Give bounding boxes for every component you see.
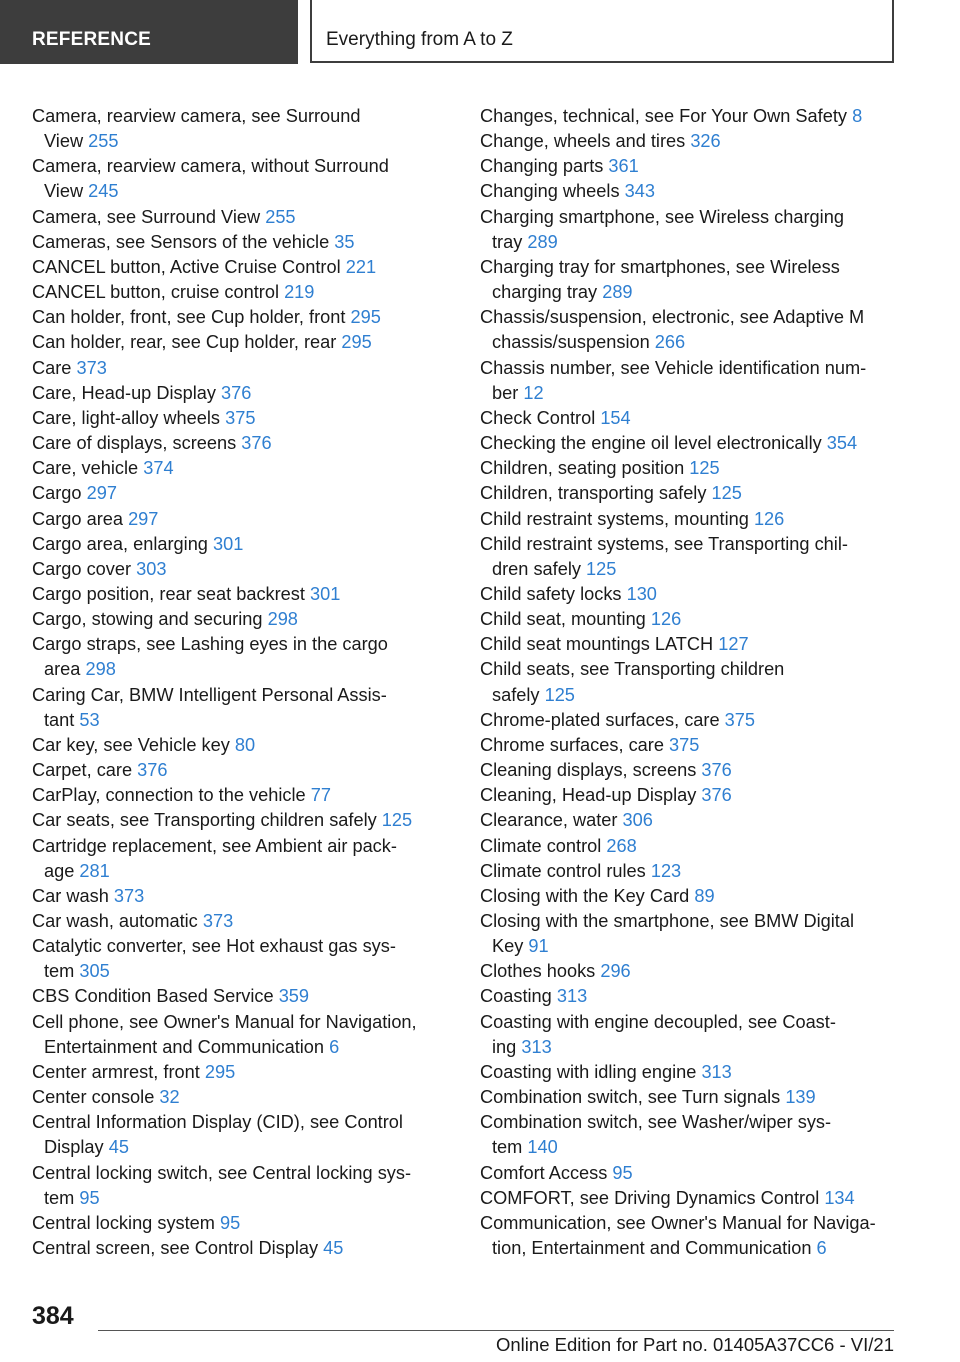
index-entry-text: CBS Condition Based Service	[32, 986, 274, 1007]
index-entry-text: Central locking switch, see Central locking sys-	[32, 1162, 412, 1183]
index-entry	[32, 607, 442, 632]
page-reference-link[interactable]: 255	[265, 206, 296, 227]
page-reference-link[interactable]: 45	[108, 1137, 129, 1158]
index-entry	[480, 179, 900, 204]
index-entry	[480, 859, 900, 884]
index-entry-text: Chrome surfaces, care	[480, 734, 664, 755]
index-entry	[32, 532, 442, 557]
index-entry	[32, 406, 442, 431]
page-reference-link[interactable]: 313	[556, 986, 588, 1007]
index-entry-text: Care, Head-up Display	[32, 382, 216, 403]
index-entry	[32, 733, 442, 758]
index-entry	[480, 783, 900, 808]
page-reference-link[interactable]: 375	[724, 709, 755, 730]
page-reference-link[interactable]: 295	[341, 332, 372, 353]
index-entry-continuation: tem	[44, 961, 75, 982]
index-entry	[32, 1010, 442, 1060]
index-entry	[480, 154, 900, 179]
page-reference-link[interactable]: 295	[350, 307, 381, 328]
page-reference-link[interactable]: 281	[79, 860, 110, 881]
page-reference-link[interactable]: 12	[523, 382, 544, 403]
index-entry	[480, 632, 900, 657]
page-reference-link[interactable]: 125	[689, 458, 720, 479]
index-entry	[480, 1186, 900, 1211]
page-reference-link[interactable]: 95	[612, 1162, 633, 1183]
index-entry-text: Cameras, see Sensors of the vehicle	[32, 231, 330, 252]
page-reference-link[interactable]: 268	[606, 835, 637, 856]
index-entry	[480, 431, 900, 456]
index-entry-continuation: tem	[492, 1137, 523, 1158]
index-entry	[480, 507, 900, 532]
index-entry	[480, 1161, 900, 1186]
index-entry-text: Caring Car, BMW Intelligent Personal Assis-	[32, 684, 387, 705]
index-entry-text: Can holder, front, see Cup holder, front	[32, 307, 346, 328]
index-entry-text: Central locking system	[32, 1212, 215, 1233]
index-entry	[32, 456, 442, 481]
page-reference-link[interactable]: 306	[622, 810, 653, 831]
index-entry-text: Changes, technical, see For Your Own Safety	[480, 106, 847, 126]
index-entry	[480, 1060, 900, 1085]
page-number: 384	[32, 1302, 74, 1330]
page-reference-link[interactable]: 376	[241, 433, 272, 454]
index-entry-text: Communication, see Owner's Manual for Naviga-	[480, 1212, 876, 1233]
page-reference-link[interactable]: 376	[701, 785, 732, 806]
index-entry-continuation: View	[44, 181, 84, 202]
index-entry	[480, 129, 900, 154]
index-entry-continuation: tion, Entertainment and Communication	[492, 1238, 812, 1259]
index-entry-continuation: tant	[44, 709, 75, 730]
index-entry-text: Car wash	[32, 885, 109, 906]
index-entry-text: CANCEL button, cruise control	[32, 282, 279, 303]
index-entry-text: Central screen, see Control Display	[32, 1238, 319, 1259]
page-reference-link[interactable]: 305	[79, 961, 110, 982]
index-entry-text: Cargo position, rear seat backrest	[32, 583, 305, 604]
index-entry	[32, 104, 442, 154]
page-reference-link[interactable]: 8	[852, 106, 863, 126]
index-entry-text: Comfort Access	[480, 1162, 608, 1183]
index-entry	[480, 1010, 900, 1060]
index-entry-text: Center console	[32, 1087, 155, 1108]
footer-edition-text: Online Edition for Part no. 01405A37CC6 - VI/21	[496, 1334, 894, 1355]
index-entry	[480, 481, 900, 506]
header-chapter-title: Everything from A to Z	[326, 29, 513, 50]
page-reference-link[interactable]: 95	[79, 1187, 100, 1208]
index-entry	[32, 884, 442, 909]
page-reference-link[interactable]: 373	[202, 911, 234, 931]
index-entry	[32, 934, 442, 984]
page-reference-link[interactable]: 376	[137, 760, 168, 781]
index-entry	[32, 1110, 442, 1160]
index-entry	[32, 1060, 442, 1085]
page-reference-link[interactable]: 313	[521, 1036, 552, 1057]
page-reference-link[interactable]: 245	[88, 181, 119, 202]
page-reference-link[interactable]: 376	[701, 760, 732, 781]
page-reference-link[interactable]: 77	[310, 785, 331, 806]
header-section-tab	[0, 0, 298, 64]
page-reference-link[interactable]: 298	[267, 609, 298, 630]
page-reference-link[interactable]: 376	[221, 382, 252, 403]
index-entry-continuation: tem	[44, 1187, 75, 1208]
index-entry-continuation: ing	[492, 1036, 517, 1057]
index-entry-text: Can holder, rear, see Cup holder, rear	[32, 332, 337, 353]
page-reference-link[interactable]: 91	[528, 936, 549, 957]
index-entry-continuation: Display	[44, 1137, 104, 1158]
index-entry	[480, 104, 900, 129]
index-entry	[32, 205, 442, 230]
page-reference-link[interactable]: 126	[753, 508, 785, 529]
page-reference-link[interactable]: 289	[602, 282, 633, 303]
page-reference-link[interactable]: 313	[701, 1061, 732, 1082]
index-entry	[32, 507, 442, 532]
page-reference-link[interactable]: 373	[76, 357, 107, 378]
index-entry	[32, 154, 442, 204]
index-entry-continuation: Key	[492, 936, 524, 957]
index-entry	[480, 657, 900, 707]
page-reference-link[interactable]: 154	[600, 407, 631, 428]
page-reference-link[interactable]: 289	[527, 231, 558, 252]
index-entry-text: Child seat, mounting	[480, 609, 646, 630]
index-entry	[32, 984, 442, 1009]
index-entry-continuation: tray	[492, 231, 523, 252]
index-entry	[32, 280, 442, 305]
index-entry-text: Child restraint systems, mounting	[480, 508, 749, 529]
index-entry-text: Care, light-alloy wheels	[32, 407, 221, 428]
index-entry-text: Coasting with idling engine	[480, 1061, 697, 1082]
index-entry	[480, 406, 900, 431]
index-entry	[480, 909, 900, 959]
index-entry	[32, 356, 442, 381]
index-entry	[32, 481, 442, 506]
index-entry	[480, 708, 900, 733]
index-entry-text: Car seats, see Transporting children safely	[32, 810, 377, 831]
index-entry-text: Coasting	[480, 986, 552, 1007]
index-entry-text: Coasting with engine decoupled, see Coast-	[480, 1011, 836, 1032]
index-entry-text: COMFORT, see Driving Dynamics Control	[480, 1187, 820, 1208]
page-reference-link[interactable]: 45	[323, 1238, 344, 1259]
index-entry-text: Cargo area	[32, 508, 123, 529]
index-entry	[32, 758, 442, 783]
index-entry-text: Central Information Display (CID), see Control	[32, 1112, 403, 1133]
page-reference-link[interactable]: 219	[284, 282, 315, 303]
header-section-label: REFERENCE	[32, 29, 151, 50]
page-reference-link[interactable]: 130	[626, 583, 657, 604]
index-entry-text: Catalytic converter, see Hot exhaust gas sys-	[32, 936, 396, 957]
page-reference-link[interactable]: 255	[88, 131, 119, 152]
index-entry	[32, 834, 442, 884]
index-entry	[480, 305, 900, 355]
index-entry-text: Check Control	[480, 407, 596, 428]
page-reference-link[interactable]: 354	[826, 433, 858, 454]
index-entry-text: Climate control	[480, 835, 602, 856]
page-reference-link[interactable]: 375	[225, 407, 256, 428]
index-entry-continuation: age	[44, 860, 75, 881]
page-reference-link[interactable]: 301	[213, 533, 244, 554]
index-entry	[480, 582, 900, 607]
index-entry	[32, 632, 442, 682]
index-entry-text: Child restraint systems, see Transporting chil-	[480, 533, 848, 554]
index-entry	[480, 758, 900, 783]
index-entry-text: Cleaning, Head-up Display	[480, 785, 697, 806]
page-reference-link[interactable]: 126	[650, 609, 682, 630]
page-reference-link[interactable]: 375	[669, 734, 700, 755]
index-entry	[32, 582, 442, 607]
index-entry	[32, 683, 442, 733]
index-entry-text: Camera, rearview camera, without Surround	[32, 156, 389, 177]
index-entry	[32, 255, 442, 280]
page-reference-link[interactable]: 139	[785, 1087, 816, 1108]
index-entry-text: Clearance, water	[480, 810, 618, 831]
index-entry-text: Care of displays, screens	[32, 433, 237, 454]
index-entry	[480, 205, 900, 255]
index-entry-text: Chrome-plated surfaces, care	[480, 709, 720, 730]
page-reference-link[interactable]: 125	[544, 684, 575, 705]
index-entry	[32, 431, 442, 456]
page-reference-link[interactable]: 301	[310, 583, 341, 604]
page-reference-link[interactable]: 53	[79, 709, 100, 730]
index-entry	[32, 557, 442, 582]
index-entry	[32, 1085, 442, 1110]
page-reference-link[interactable]: 297	[128, 508, 159, 529]
index-entry-text: Camera, see Surround View	[32, 206, 261, 227]
index-entry-text: CANCEL button, Active Cruise Control	[32, 256, 341, 277]
index-entry-text: Cargo, stowing and securing	[32, 609, 263, 630]
index-entry	[32, 1161, 442, 1211]
index-entry-text: Checking the engine oil level electronically	[480, 433, 822, 454]
page-reference-link[interactable]: 140	[527, 1137, 558, 1158]
index-entry-text: Car wash, automatic	[32, 911, 198, 931]
page-reference-link[interactable]: 134	[824, 1187, 855, 1208]
index-entry-continuation: charging tray	[492, 282, 598, 303]
page-reference-link[interactable]: 89	[694, 885, 715, 906]
index-entry-continuation: area	[44, 659, 81, 680]
index-entry-text: Cargo area, enlarging	[32, 533, 208, 554]
page-reference-link[interactable]: 298	[85, 659, 116, 680]
index-entry	[480, 532, 900, 582]
index-entry-text: Changing wheels	[480, 181, 620, 202]
index-entry	[480, 984, 900, 1009]
index-entry-text: Car key, see Vehicle key	[32, 734, 230, 755]
index-entry-text: Closing with the smartphone, see BMW Digital	[480, 911, 855, 931]
page-reference-link[interactable]: 326	[690, 131, 721, 152]
index-entry	[480, 1110, 900, 1160]
index-entry-text: Children, seating position	[480, 458, 685, 479]
index-entry-text: Cartridge replacement, see Ambient air pack-	[32, 835, 397, 856]
page-reference-link[interactable]: 6	[816, 1238, 827, 1259]
index-entry-text: Child seats, see Transporting children	[480, 659, 785, 680]
page-reference-link[interactable]: 6	[329, 1036, 340, 1057]
index-entry-text: Combination switch, see Washer/wiper sys-	[480, 1112, 832, 1133]
index-column-left	[32, 104, 442, 1261]
index-entry	[32, 1211, 442, 1236]
index-entry-continuation: chassis/suspension	[492, 332, 650, 353]
page-reference-link[interactable]: 343	[624, 181, 655, 202]
index-entry	[480, 356, 900, 406]
index-entry	[480, 808, 900, 833]
page-reference-link[interactable]: 125	[586, 558, 617, 579]
index-entry-text: Child seat mountings LATCH	[480, 634, 714, 655]
header-chapter-box	[310, 0, 894, 63]
page-reference-link[interactable]: 373	[113, 885, 145, 906]
page-reference-link[interactable]: 359	[278, 986, 310, 1007]
index-column-right	[480, 104, 900, 1261]
index-entry-text: Climate control rules	[480, 860, 646, 881]
index-entry-continuation: dren safely	[492, 558, 581, 579]
index-entry-text: Charging smartphone, see Wireless charging	[480, 206, 844, 227]
index-entry-text: CarPlay, connection to the vehicle	[32, 785, 306, 806]
index-entry-text: Cell phone, see Owner's Manual for Navigation,	[32, 1011, 417, 1032]
index-entry	[32, 783, 442, 808]
index-entry	[32, 381, 442, 406]
page-reference-link[interactable]: 297	[86, 483, 117, 504]
page-reference-link[interactable]: 295	[204, 1061, 236, 1082]
index-entry	[480, 834, 900, 859]
index-entry-text: Closing with the Key Card	[480, 885, 690, 906]
page-reference-link[interactable]: 127	[718, 634, 749, 655]
index-entry-text: Cargo cover	[32, 558, 132, 579]
index-entry-text: Chassis/suspension, electronic, see Adaptive M	[480, 307, 865, 328]
index-entry-text: Children, transporting safely	[480, 483, 707, 504]
index-entry	[480, 733, 900, 758]
index-entry-text: Charging tray for smartphones, see Wireless	[480, 256, 840, 277]
index-entry	[480, 456, 900, 481]
page-reference-link[interactable]: 80	[234, 734, 256, 755]
index-entry-continuation: View	[44, 131, 84, 152]
index-entry-text: Cargo straps, see Lashing eyes in the cargo	[32, 634, 388, 655]
index-entry	[480, 959, 900, 984]
index-entry-text: Center armrest, front	[32, 1061, 200, 1082]
index-entry-continuation: Entertainment and Communication	[44, 1036, 325, 1057]
index-entry	[32, 230, 442, 255]
page-reference-link[interactable]: 125	[381, 810, 413, 831]
index-entry-continuation: ber	[492, 382, 519, 403]
page-reference-link[interactable]: 221	[345, 256, 377, 277]
index-entry-text: Chassis number, see Vehicle identification num-	[480, 357, 867, 378]
index-entry-text: Child safety locks	[480, 583, 622, 604]
page-reference-link[interactable]: 35	[334, 231, 355, 252]
index-entry-text: Combination switch, see Turn signals	[480, 1087, 781, 1108]
index-entry-text: Care	[32, 357, 72, 378]
page-reference-link[interactable]: 95	[220, 1212, 241, 1233]
index-entry	[480, 607, 900, 632]
index-entry	[480, 1211, 900, 1261]
index-entry-continuation: safely	[492, 684, 540, 705]
page-reference-link[interactable]: 296	[600, 961, 631, 982]
page-reference-link[interactable]: 123	[650, 860, 682, 881]
page-reference-link[interactable]: 361	[608, 156, 639, 177]
index-entry-text: Care, vehicle	[32, 458, 139, 479]
index-entry	[32, 1236, 442, 1261]
footer-divider	[98, 1330, 894, 1331]
index-entry-text: Changing parts	[480, 156, 604, 177]
index-entry	[32, 330, 442, 355]
index-entry-text: Camera, rearview camera, see Surround	[32, 106, 361, 126]
page-reference-link[interactable]: 125	[711, 483, 742, 504]
index-entry-text: Carpet, care	[32, 760, 133, 781]
index-entry	[32, 808, 442, 833]
index-entry-text: Change, wheels and tires	[480, 131, 686, 152]
index-entry	[480, 255, 900, 305]
index-entry	[480, 1085, 900, 1110]
page-reference-link[interactable]: 32	[159, 1087, 180, 1108]
index-entry-text: Clothes hooks	[480, 961, 596, 982]
page-reference-link[interactable]: 266	[654, 332, 686, 353]
index-entry	[32, 909, 442, 934]
index-entry-text: Cargo	[32, 483, 82, 504]
index-entry	[480, 884, 900, 909]
index-entry-text: Cleaning displays, screens	[480, 760, 697, 781]
page-reference-link[interactable]: 374	[143, 458, 174, 479]
page-reference-link[interactable]: 303	[136, 558, 167, 579]
index-entry	[32, 305, 442, 330]
